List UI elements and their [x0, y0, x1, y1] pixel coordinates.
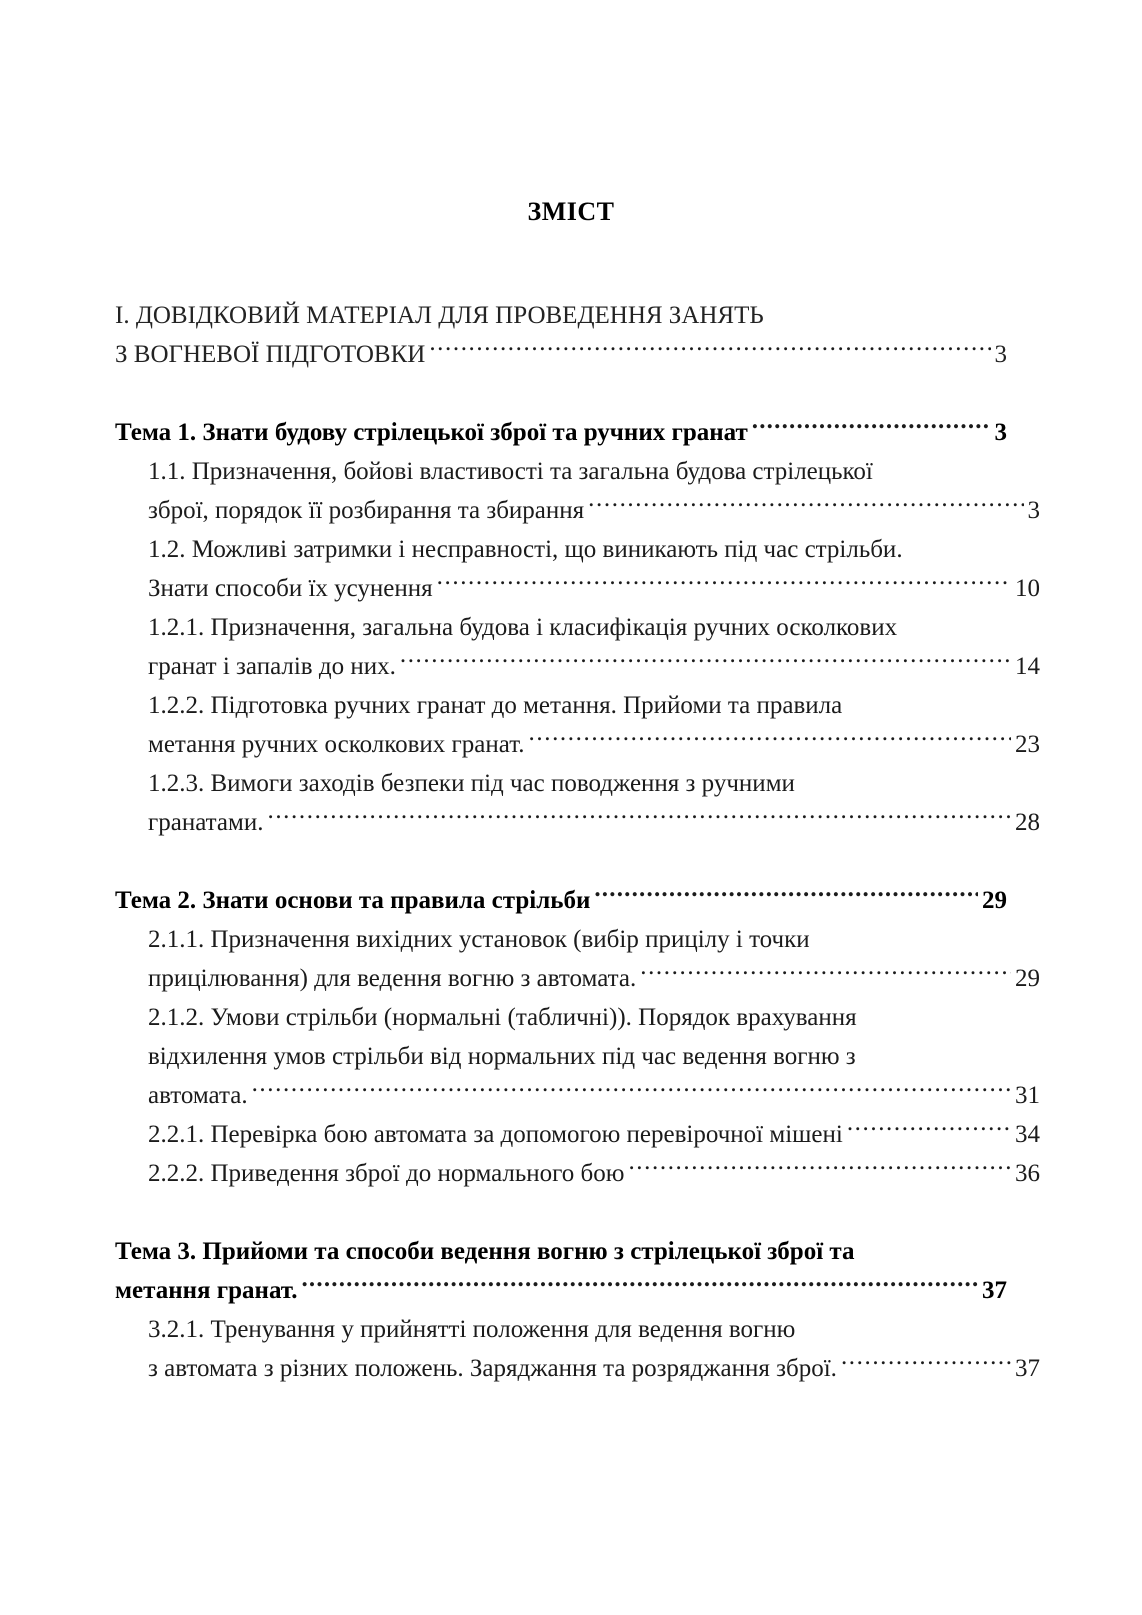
toc-entry-label: Знати способи їх усунення	[148, 575, 433, 602]
toc-entry-label: гранатами.	[148, 809, 264, 836]
toc-page-number: 36	[1015, 1160, 1040, 1187]
toc-entry-label: гранат і запалів до них.	[148, 653, 396, 680]
toc-entry-line	[148, 530, 1040, 569]
leader-dots	[847, 1117, 1011, 1142]
toc-entry-3-2-1[interactable]	[115, 1310, 1040, 1388]
toc-entry-1-2[interactable]	[115, 530, 1040, 608]
toc-entry-line	[115, 1271, 1007, 1310]
leader-dots	[628, 1156, 1011, 1181]
toc-page-number: 14	[1015, 653, 1040, 680]
toc-entry-label: 1.2.1. Призначення, загальна будова і класифікація ручних осколкових	[148, 614, 898, 641]
toc-entry-line	[148, 1115, 1040, 1154]
toc-page-number: 3	[1027, 497, 1040, 524]
leader-dots	[252, 1078, 1011, 1103]
toc-entry-label: І. ДОВІДКОВИЙ МАТЕРІАЛ ДЛЯ ПРОВЕДЕННЯ ЗАНЯТЬ	[115, 302, 764, 329]
page-title: ЗМІСТ	[527, 197, 615, 226]
toc-entry-line	[148, 998, 1040, 1037]
leader-dots	[841, 1351, 1011, 1376]
toc-page-number: 29	[1015, 965, 1040, 992]
toc-entry-line	[148, 1349, 1040, 1388]
leader-dots	[267, 805, 1011, 830]
toc-page-number: 23	[1015, 731, 1040, 758]
leader-dots	[752, 415, 991, 440]
toc-entry-line	[148, 686, 1040, 725]
toc-entry-label: 3.2.1. Тренування у прийнятті положення для ведення вогню	[148, 1316, 796, 1343]
toc-entry-label: метання гранат.	[115, 1277, 298, 1304]
toc-page-number: 28	[1015, 809, 1040, 836]
leader-dots	[640, 961, 1011, 986]
toc-page-number: 3	[994, 419, 1007, 446]
toc-entry-line	[115, 881, 1007, 920]
leader-dots	[437, 571, 1011, 596]
toc-entry-line	[148, 803, 1040, 842]
toc-page-number: 31	[1015, 1082, 1040, 1109]
toc-entry-line	[148, 491, 1040, 530]
toc-entry-label: відхилення умов стрільби від нормальних під час ведення вогню з	[148, 1043, 856, 1070]
spacer	[115, 1193, 1007, 1232]
leader-dots	[301, 1273, 978, 1298]
toc-entry-label: Тема 1. Знати будову стрілецької зброї та ручних гранат	[115, 419, 748, 446]
toc-entry-line	[148, 725, 1040, 764]
leader-dots	[588, 493, 1023, 518]
toc-entry-label: 1.2. Можливі затримки і несправності, що виникають під час стрільби.	[148, 536, 903, 563]
toc-entry-line	[148, 764, 1040, 803]
toc-entry-1-1[interactable]	[115, 452, 1040, 530]
leader-dots	[594, 883, 978, 908]
toc-page-number: 37	[1015, 1355, 1040, 1382]
toc-entry-label: зброї, порядок її розбирання та збирання	[148, 497, 585, 524]
toc-page-number: 29	[982, 887, 1007, 914]
toc-entry-label: 1.2.2. Підготовка ручних гранат до метання. Прийоми та правила	[148, 692, 843, 719]
toc-page-number: 34	[1015, 1121, 1040, 1148]
toc-entry-label: 2.2.1. Перевірка бою автомата за допомогою перевірочної мішені	[148, 1121, 843, 1148]
toc-entry-line	[148, 920, 1040, 959]
toc-entry-line	[148, 1154, 1040, 1193]
table-of-contents	[115, 296, 1040, 1388]
leader-dots	[529, 727, 1011, 752]
toc-entry-2-1-2[interactable]	[115, 998, 1040, 1115]
leader-dots	[429, 337, 990, 362]
toc-page-number: 10	[1015, 575, 1040, 602]
leader-dots	[400, 649, 1011, 674]
toc-entry-label: Тема 2. Знати основи та правила стрільби	[115, 887, 591, 914]
toc-page-number: 37	[982, 1277, 1007, 1304]
toc-entry-line	[148, 647, 1040, 686]
toc-entry-line	[115, 335, 1007, 374]
toc-entry-label: Тема 3. Прийоми та способи ведення вогню з стрілецької зброї та	[115, 1238, 855, 1265]
toc-entry-label: з автомата з різних положень. Заряджання та розряджання зброї.	[148, 1355, 837, 1382]
toc-entry-line	[148, 608, 1040, 647]
toc-entry-line	[148, 569, 1040, 608]
toc-page-number: 3	[994, 341, 1007, 368]
spacer	[115, 842, 1007, 881]
toc-entry-line	[148, 1037, 1040, 1076]
toc-entry-label: прицілювання) для ведення вогню з автомата.	[148, 965, 637, 992]
toc-entry-2-1-1[interactable]	[115, 920, 1040, 998]
toc-entry-line	[148, 1310, 1040, 1349]
toc-entry-label: 1.2.3. Вимоги заходів безпеки під час поводження з ручними	[148, 770, 795, 797]
toc-entry-part-1[interactable]	[115, 296, 1007, 374]
toc-entry-1-2-2[interactable]	[115, 686, 1040, 764]
toc-entry-label: 2.1.1. Призначення вихідних установок (вибір прицілу і точки	[148, 926, 810, 953]
toc-entry-line	[115, 413, 1007, 452]
toc-entry-1-2-3[interactable]	[115, 764, 1040, 842]
toc-entry-line	[115, 1232, 1007, 1271]
toc-entry-label: метання ручних осколкових гранат.	[148, 731, 525, 758]
toc-entry-theme-2[interactable]	[115, 881, 1007, 920]
toc-entry-label: 2.2.2. Приведення зброї до нормального бою	[148, 1160, 625, 1187]
toc-entry-label: 2.1.2. Умови стрільби (нормальні (табличні)). Порядок врахування	[148, 1004, 857, 1031]
toc-entry-label: 1.1. Призначення, бойові властивості та загальна будова стрілецької	[148, 458, 873, 485]
toc-entry-2-2-1[interactable]	[115, 1115, 1040, 1154]
toc-entry-label: З ВОГНЕВОЇ ПІДГОТОВКИ	[115, 341, 426, 368]
toc-entry-theme-1[interactable]	[115, 413, 1007, 452]
toc-entry-line	[115, 296, 1007, 335]
toc-entry-label: автомата.	[148, 1082, 248, 1109]
toc-entry-line	[148, 959, 1040, 998]
toc-entry-line	[148, 452, 1040, 491]
toc-entry-line	[148, 1076, 1040, 1115]
toc-entry-1-2-1[interactable]	[115, 608, 1040, 686]
spacer	[115, 374, 1007, 413]
toc-entry-2-2-2[interactable]	[115, 1154, 1040, 1193]
toc-entry-theme-3[interactable]	[115, 1232, 1007, 1310]
